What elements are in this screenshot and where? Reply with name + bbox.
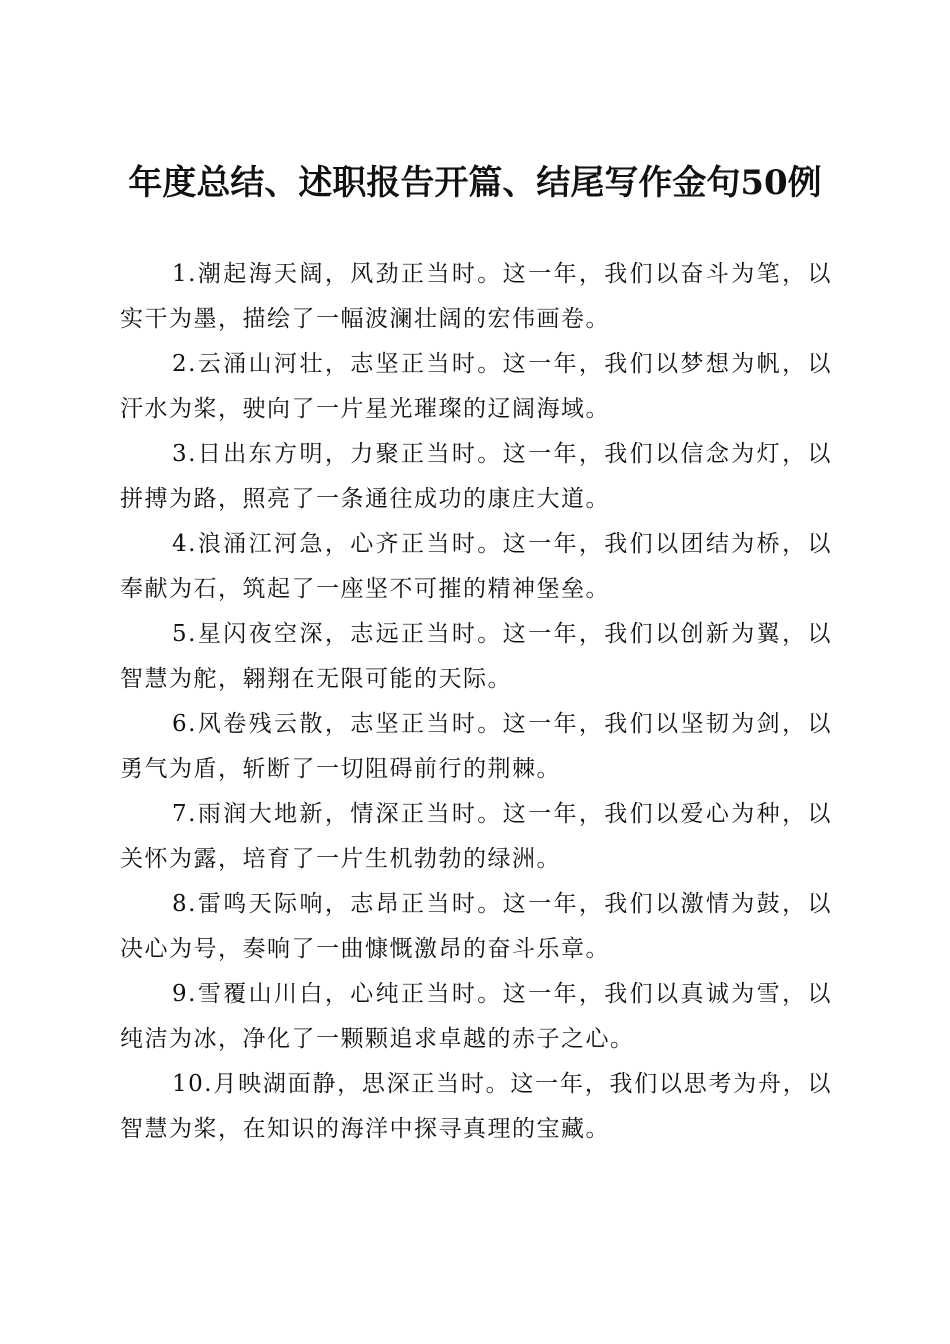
list-item: 5.星闪夜空深，志远正当时。这一年，我们以创新为翼，以智慧为舵，翱翔在无限可能的天际。 [120,621,832,692]
list-item: 10.月映湖面静，思深正当时。这一年，我们以思考为舟，以智慧为桨，在知识的海洋中探寻真理的宝藏。 [120,1071,832,1142]
list-item: 2.云涌山河壮，志坚正当时。这一年，我们以梦想为帆，以汗水为桨，驶向了一片星光璀璨的辽阔海域。 [120,351,832,422]
list-item: 4.浪涌江河急，心齐正当时。这一年，我们以团结为桥，以奉献为石，筑起了一座坚不可摧的精神堡垒。 [120,531,832,602]
list-item: 1.潮起海天阔，风劲正当时。这一年，我们以奋斗为笔，以实干为墨，描绘了一幅波澜壮阔的宏伟画卷。 [120,261,832,332]
list-item: 6.风卷残云散，志坚正当时。这一年，我们以坚韧为剑，以勇气为盾，斩断了一切阻碍前行的荆棘。 [120,711,832,782]
list-item: 3.日出东方明，力聚正当时。这一年，我们以信念为灯，以拼搏为路，照亮了一条通往成功的康庄大道。 [120,441,832,512]
list-item: 8.雷鸣天际响，志昂正当时。这一年，我们以激情为鼓，以决心为号，奏响了一曲慷慨激昂的奋斗乐章。 [120,891,832,962]
list-item: 7.雨润大地新，情深正当时。这一年，我们以爱心为种，以关怀为露，培育了一片生机勃勃的绿洲。 [120,801,832,872]
list-item: 9.雪覆山川白，心纯正当时。这一年，我们以真诚为雪，以纯洁为冰，净化了一颗颗追求卓越的赤子之心。 [120,981,832,1052]
document-body [120,252,832,1152]
page-title: 年度总结、述职报告开篇、结尾写作金句50例 [128,162,822,203]
